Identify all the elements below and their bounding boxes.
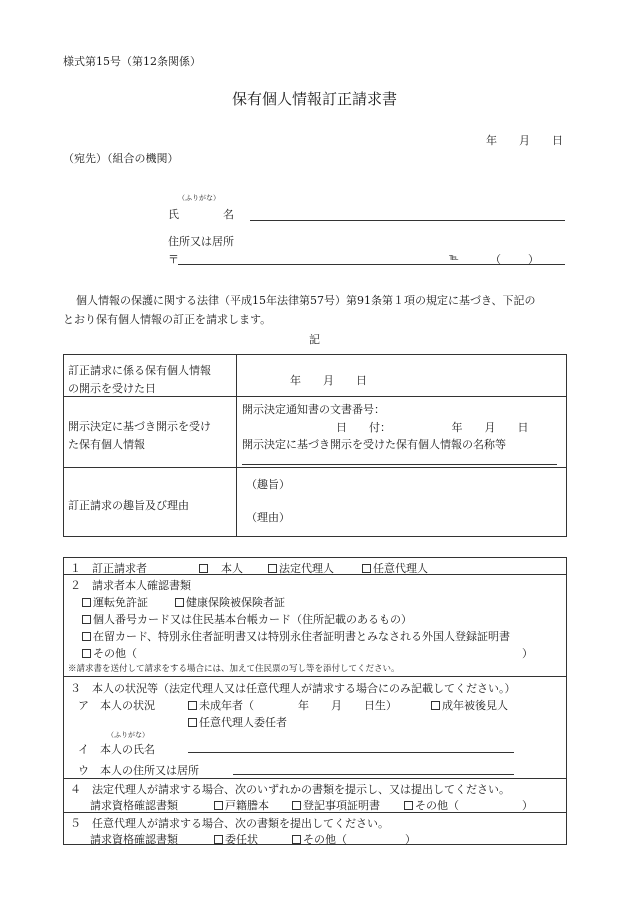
other-id-close: ） [522,647,533,660]
principal-furigana-label: （ふりがな） [107,731,149,739]
checkbox-icon [188,718,197,727]
voluntary-other-close: ） [405,833,416,846]
checkbox-minor-label: 未成年者（ 年 月 日生） [199,699,397,712]
checkbox-icon [82,598,91,607]
voluntary-agent-docs-label: 請求資格確認書類 [90,833,178,846]
checkbox-legal-agent[interactable] [268,560,334,576]
checkbox-icon [292,801,301,810]
checkbox-residence-card[interactable] [82,628,510,644]
checkbox-icon [214,801,223,810]
checkbox-adult-ward[interactable] [431,697,508,713]
checkbox-other-id-label: その他（ [93,647,137,660]
checkbox-self[interactable] [199,560,243,576]
checkbox-other-id[interactable] [82,645,137,661]
checkbox-mynumber-card-label: 個人番号カード又は住民基本台帳カード（住所記載のあるもの） [93,613,412,626]
checkbox-legal-other[interactable] [404,797,459,813]
checkbox-icon [292,835,301,844]
intro-line-2: とおり保有個人情報の訂正を請求します。 [63,313,272,326]
page-title: 保有個人情報訂正請求書 [232,90,398,108]
checkbox-icon [214,835,223,844]
checkbox-power-of-attorney-label: 委任状 [225,833,258,846]
purpose-label: （趣旨） [246,478,290,491]
reason-label: （理由） [246,511,290,524]
address-label: 住所又は居所 [168,235,234,248]
info-name-field[interactable] [242,464,557,465]
checkbox-voluntary-agent-label: 任意代理人 [373,562,428,575]
id-documents-title: ２ 請求者本人確認書類 [70,579,191,592]
checkbox-minor[interactable] [188,697,397,713]
checkbox-icon [362,564,371,573]
checkbox-drivers-license-label: 運転免許証 [93,596,148,609]
checkbox-icon [199,564,208,573]
principal-status-title: ３ 本人の状況等（法定代理人又は任意代理人が請求する場合にのみ記載してください。） [70,682,516,695]
checkbox-principal-delegator-label: 任意代理人委任者 [199,716,287,729]
legal-agent-docs-title: ４ 法定代理人が請求する場合、次のいずれかの書類を提示し、又は提出してください。 [70,783,510,796]
checkbox-icon [268,564,277,573]
disclosed-info-label-1: 開示決定に基づき開示を受け [68,420,211,433]
voluntary-agent-docs-title: ５ 任意代理人が請求する場合、次の書類を提出してください。 [70,817,389,830]
checkbox-icon [431,701,440,710]
checkbox-legal-agent-label: 法定代理人 [279,562,334,575]
disclosure-date-field[interactable]: 年 月 日 [290,374,367,387]
requester-type-label: １ 訂正請求者 [70,562,147,575]
tel-paren-open: （ [490,253,501,266]
disclosure-date-label-2: の開示を受けた日 [68,382,156,395]
principal-status-label: ア 本人の状況 [78,699,155,712]
checkbox-principal-delegator[interactable] [188,714,287,730]
checkbox-icon [175,598,184,607]
checkbox-family-register-label: 戸籍謄本 [225,799,269,812]
principal-address-label: ウ 本人の住所又は居所 [78,764,199,777]
checkbox-legal-other-label: その他（ [415,799,459,812]
disclosed-info-label-2: た保有個人情報 [68,438,145,451]
date-line: 年 月 日 [486,134,563,147]
disclosure-date-label-1: 訂正請求に係る保有個人情報 [68,364,211,377]
address-field[interactable] [178,264,565,265]
checkbox-mynumber-card[interactable] [82,611,412,627]
name-field[interactable] [250,220,565,221]
checkbox-health-insurance[interactable] [175,594,285,610]
checkbox-icon [404,801,413,810]
checkbox-icon [82,615,91,624]
checkbox-self-label: 本人 [221,562,243,575]
checkbox-registry-certificate-label: 登記事項証明書 [303,799,380,812]
principal-address-field[interactable] [233,774,514,775]
postal-mark: 〒 [168,253,179,266]
notice-number-label: 開示決定通知書の文書番号： [242,403,385,416]
legal-other-close: ） [522,799,533,812]
furigana-label: （ふりがな） [178,194,220,202]
checkbox-power-of-attorney[interactable] [214,831,258,847]
checkbox-voluntary-other-label: その他（ [303,833,347,846]
name-label: 氏 名 [168,208,234,221]
checkbox-registry-certificate[interactable] [292,797,380,813]
checkbox-icon [82,632,91,641]
checkbox-family-register[interactable] [214,797,269,813]
checkbox-residence-card-label: 在留カード、特別永住者証明書又は特別永住者証明書とみなされる外国人登録証明書 [93,630,511,643]
purpose-reason-label: 訂正請求の趣旨及び理由 [68,499,189,512]
principal-name-label: イ 本人の氏名 [78,743,155,756]
principal-name-field[interactable] [188,752,514,753]
info-name-label: 開示決定に基づき開示を受けた保有個人情報の名称等 [242,438,506,451]
ki-mark: 記 [309,333,320,346]
checkbox-voluntary-other[interactable] [292,831,347,847]
tel-icon: ℡ [449,253,459,263]
id-documents-note: ※請求書を送付して請求をする場合には、加えて住民票の写し等を添付してください。 [68,664,400,674]
notice-date-label: 日 付： 年 月 日 [336,421,529,434]
checkbox-adult-ward-label: 成年被後見人 [442,699,508,712]
addressee: （宛先）（組合の機関） [63,152,179,165]
form-number: 様式第15号（第12条関係） [63,55,201,68]
tel-paren-close: ） [528,253,539,266]
legal-agent-docs-label: 請求資格確認書類 [90,799,178,812]
intro-line-1: 個人情報の保護に関する法律（平成15年法律第57号）第91条第１項の規定に基づき、下記の [76,294,536,307]
checkbox-voluntary-agent[interactable] [362,560,428,576]
checkbox-icon [82,649,91,658]
checkbox-icon [188,701,197,710]
checkbox-drivers-license[interactable] [82,594,148,610]
checkbox-health-insurance-label: 健康保険被保険者証 [186,596,285,609]
